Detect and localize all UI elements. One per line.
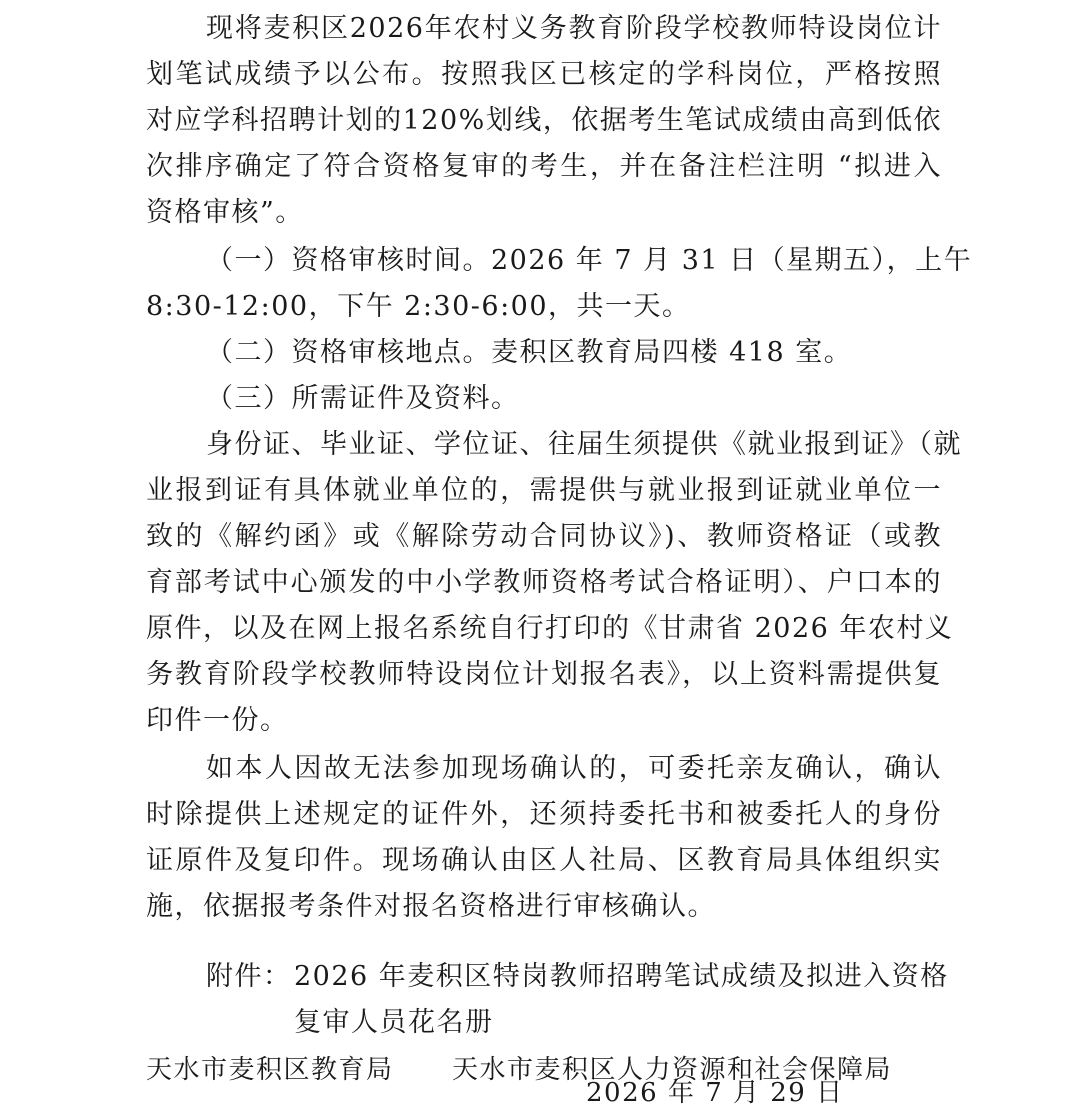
- proxy-line-3: 证原件及复印件。现场确认由区人社局、区教育局具体组织实: [146, 845, 942, 876]
- documents-line-6: 务教育阶段学校教师特设岗位计划报名表》，以上资料需提供复: [146, 659, 942, 690]
- attachment-line-1: 2026 年麦积区特岗教师招聘笔试成绩及拟进入资格: [294, 961, 949, 992]
- documents-line-3: 致的《解约函》或《解除劳动合同协议》)、教师资格证（或教: [146, 521, 942, 552]
- documents-line-7: 印件一份。: [146, 705, 289, 736]
- intro-line-3: 对应学科招聘计划的120%划线，依据考生笔试成绩由高到低依: [146, 105, 942, 136]
- intro-line-5: 资格审核”。: [146, 197, 304, 228]
- documents-line-5: 原件，以及在网上报名系统自行打印的《甘肃省 2026 年农村义: [146, 613, 954, 644]
- item-1-line-2: 8:30-12:00，下午 2:30-6:00，共一天。: [146, 291, 691, 322]
- proxy-line-2: 时除提供上述规定的证件外，还须持委托书和被委托人的身份: [146, 799, 942, 830]
- intro-line-1: 现将麦积区2026年农村义务教育阶段学校教师特设岗位计: [206, 13, 942, 44]
- attachment-line-2: 复审人员花名册: [294, 1007, 494, 1038]
- item-1-line-1: （一）资格审核时间。2026 年 7 月 31 日（星期五），上午: [206, 245, 973, 276]
- intro-line-4: 次排序确定了符合资格复审的考生，并在备注栏注明 “拟进入: [146, 151, 942, 182]
- signature-org-education-bureau: 天水市麦积区教育局: [146, 1055, 394, 1085]
- signature-date: 2026 年 7 月 29 日: [586, 1078, 844, 1108]
- attachment-label: 附件：: [206, 961, 292, 992]
- documents-line-4: 育部考试中心颁发的中小学教师资格考试合格证明）、户口本的: [146, 567, 942, 598]
- item-required-documents: （三）所需证件及资料。: [206, 383, 520, 414]
- proxy-line-1: 如本人因故无法参加现场确认的，可委托亲友确认，确认: [206, 753, 942, 784]
- proxy-line-4: 施，依据报考条件对报名资格进行审核确认。: [146, 891, 716, 922]
- documents-line-2: 业报到证有具体就业单位的，需提供与就业报到证就业单位一: [146, 475, 942, 506]
- documents-line-1: 身份证、毕业证、学位证、往届生须提供《就业报到证》（就: [206, 429, 962, 460]
- item-review-location: （二）资格审核地点。麦积区教育局四楼 418 室。: [206, 337, 853, 368]
- signature-org-hr-bureau: 天水市麦积区人力资源和社会保障局: [452, 1055, 893, 1085]
- intro-line-2: 划笔试成绩予以公布。按照我区已核定的学科岗位，严格按照: [146, 59, 942, 90]
- document-page: [146, 0, 973, 1109]
